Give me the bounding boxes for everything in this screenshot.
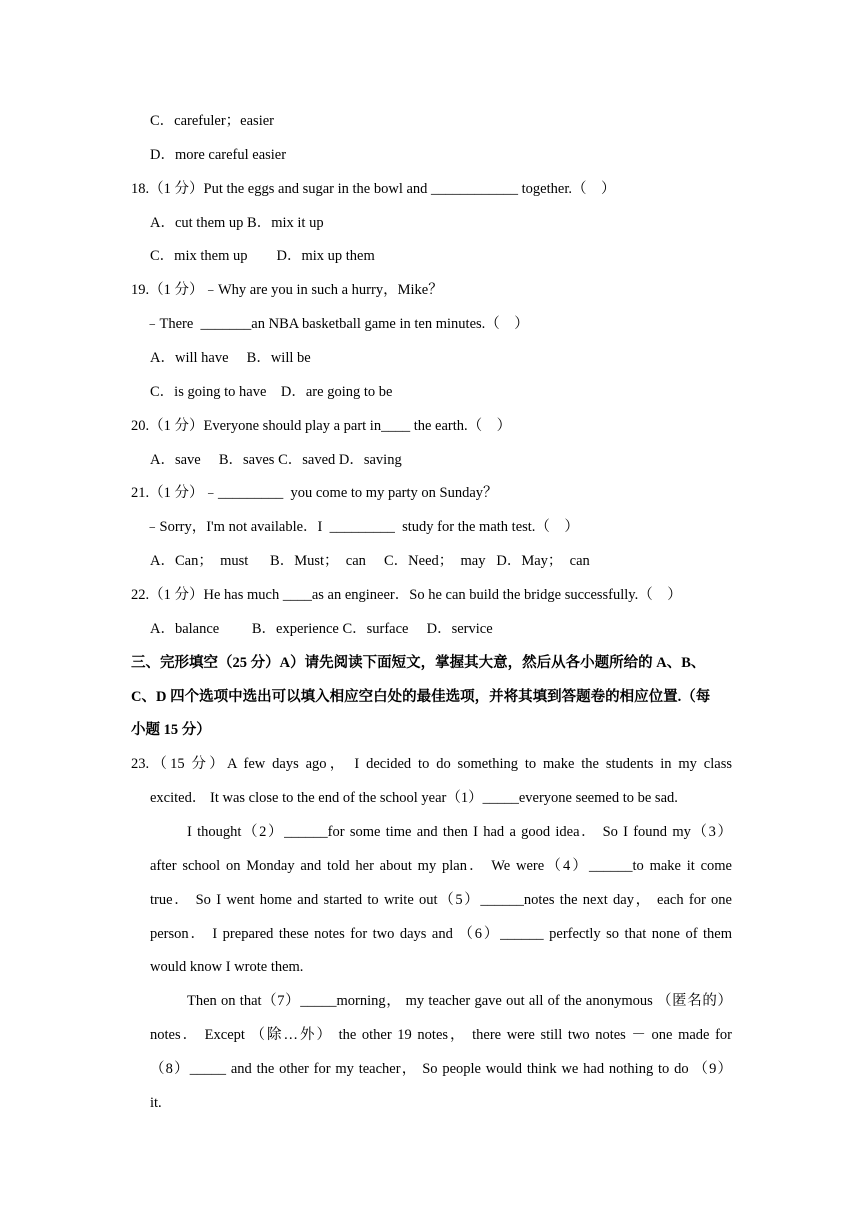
- passage-line-8: Then on that（7）_____morning， my teacher gave out all of the anonymous （匿名的）: [187, 993, 732, 1009]
- option-line-18ab: A．cut them up B．mix it up: [150, 215, 324, 231]
- section-heading-line2: C、D 四个选项中选出可以填入相应空白处的最佳选项，并将其填到答题卷的相应位置.（每: [131, 689, 711, 705]
- question-20: 20.（1 分）Everyone should play a part in____ the earth.（ ）: [131, 418, 512, 434]
- option-line-18cd: C．mix them up D．mix up them: [150, 248, 375, 264]
- question-18: 18.（1 分）Put the eggs and sugar in the bowl and ____________ together.（ ）: [131, 181, 616, 197]
- section-heading-line3: 小题 15 分）: [131, 722, 211, 738]
- passage-line-9: notes． Except （除…外） the other 19 notes， there were still two notes － one made for: [150, 1027, 732, 1043]
- option-line-20: A．save B．saves C．saved D．saving: [150, 452, 402, 468]
- question-21: 21.（1 分）﹣_________ you come to my party on Sunday？: [131, 485, 498, 501]
- option-line-17c: C．carefuler；easier: [150, 113, 274, 129]
- option-line-22: A．balance B．experience C．surface D．service: [150, 621, 493, 637]
- section-heading-line1: 三、完形填空（25 分）A）请先阅读下面短文，掌握其大意，然后从各小题所给的 A、B、: [131, 655, 706, 671]
- passage-line-4: after school on Monday and told her about my plan． We were（4）______to make it come: [150, 858, 732, 874]
- option-line-21: A．Can； must B．Must； can C．Need； may D．May； can: [150, 553, 590, 569]
- option-line-17d: D．more careful easier: [150, 147, 287, 163]
- passage-line-6: person． I prepared these notes for two days and （6）______ perfectly so that none of them: [150, 926, 732, 942]
- question-19: 19.（1 分）﹣Why are you in such a hurry，Mike？: [131, 282, 443, 298]
- option-line-19cd: C．is going to have D．are going to be: [150, 384, 393, 400]
- passage-line-10: （8）_____ and the other for my teacher， So people would think we had nothing to do （9）: [150, 1061, 732, 1077]
- option-line-19ab: A．will have B．will be: [150, 350, 311, 366]
- question-21-line2: ﹣Sorry，I'm not available．I _________ study for the math test.（ ）: [145, 519, 579, 535]
- question-22: 22.（1 分）He has much ____as an engineer．So he can build the bridge successfully.（ ）: [131, 587, 682, 603]
- passage-line-11: it.: [150, 1095, 162, 1111]
- passage-line-3: I thought（2）______for some time and then I had a good idea． So I found my（3）: [187, 824, 732, 840]
- passage-line-7: would know I wrote them.: [150, 959, 304, 975]
- passage-line-5: true． So I went home and started to write out（5）______notes the next day， each for one: [150, 892, 732, 908]
- question-19-line2: ﹣There _______an NBA basketball game in ten minutes.（ ）: [145, 316, 529, 332]
- passage-line-2: excited． It was close to the end of the school year（1）_____everyone seemed to be sad.: [150, 790, 678, 806]
- question-23-line1: 23.（15 分）A few days ago， I decided to do something to make the students in my class: [131, 756, 732, 772]
